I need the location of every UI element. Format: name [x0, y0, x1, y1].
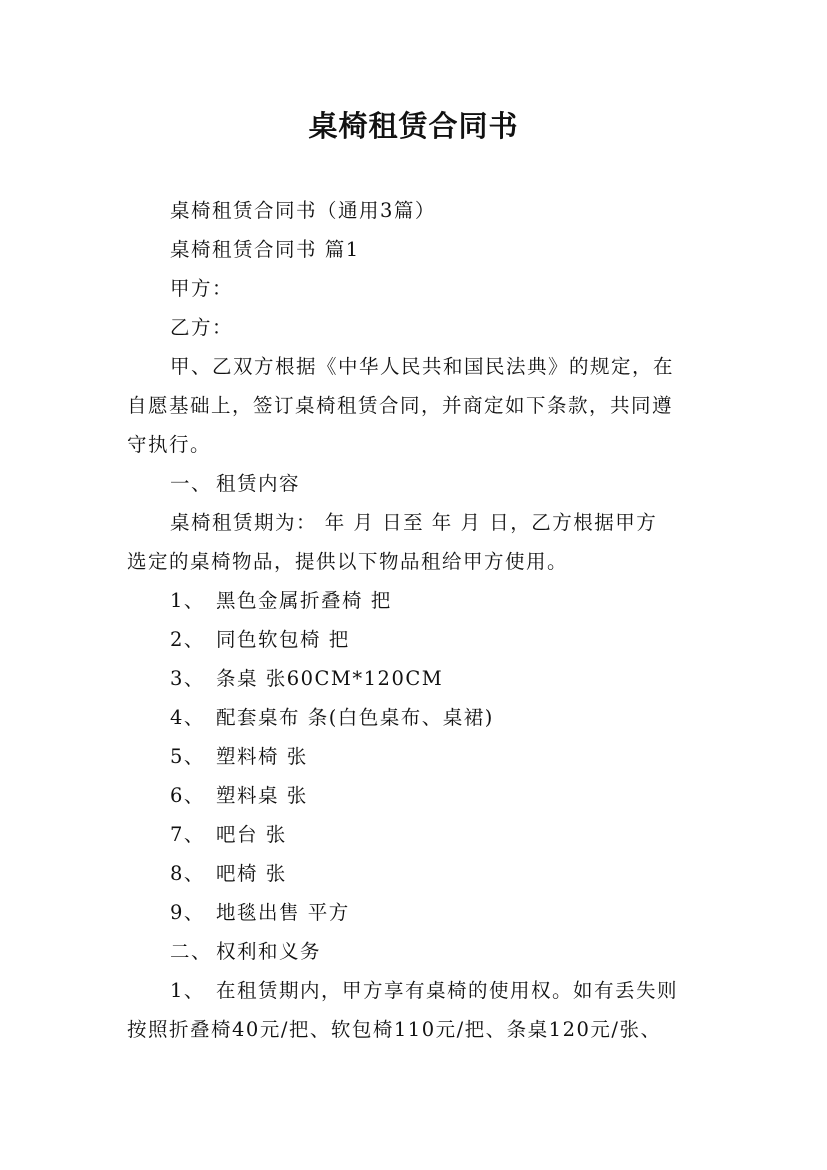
- clause-number: 一、: [170, 472, 213, 495]
- item-text: 条桌 张60CM*120CM: [216, 667, 444, 690]
- item-text: 吧椅 张: [216, 862, 287, 885]
- list-item: [127, 893, 707, 932]
- item-text: 黑色金属折叠椅 把: [216, 589, 392, 612]
- document-body: [127, 191, 707, 1049]
- clause-one-heading: [127, 464, 707, 503]
- subtitle: 桌椅租赁合同书（通用3篇）: [170, 199, 436, 222]
- item-number: 7、: [170, 823, 205, 846]
- period-line: 桌椅租赁期为： 年 月 日至 年 月 日，乙方根据甲方: [170, 511, 658, 534]
- item-text: 塑料桌 张: [216, 784, 308, 807]
- item-text: 地毯出售 平方: [216, 901, 350, 924]
- item-text: 在租赁期内，甲方享有桌椅的使用权。如有丢失则: [216, 979, 679, 1002]
- intro-line: 自愿基础上，签订桌椅租赁合同，并商定如下条款，共同遵: [127, 394, 674, 417]
- clause-title: 权利和义务: [216, 940, 322, 963]
- item-text: 配套桌布 条(白色桌布、桌裙): [216, 706, 494, 729]
- item-text: 吧台 张: [216, 823, 287, 846]
- item-number: 6、: [170, 784, 205, 807]
- list-item: [127, 815, 707, 854]
- item-text: 同色软包椅 把: [216, 628, 350, 651]
- item-text: 塑料椅 张: [216, 745, 308, 768]
- item-number: 4、: [170, 706, 205, 729]
- party-a-label: 甲方：: [170, 277, 234, 300]
- list-item: [127, 854, 707, 893]
- item-number: 1、: [170, 589, 205, 612]
- list-item: [127, 581, 707, 620]
- list-item: [127, 776, 707, 815]
- rights-continuation: 按照折叠椅40元/把、软包椅110元/把、条桌120元/张、: [127, 1018, 662, 1041]
- list-item: [127, 698, 707, 737]
- document-title: 桌椅租赁合同书: [308, 109, 519, 143]
- list-item: [127, 659, 707, 698]
- list-item: [127, 737, 707, 776]
- item-number: 3、: [170, 667, 205, 690]
- period-line: 选定的桌椅物品，提供以下物品租给甲方使用。: [127, 550, 569, 573]
- clause-number: 二、: [170, 940, 213, 963]
- intro-line: 甲、乙双方根据《中华人民共和国民法典》的规定，在: [170, 355, 675, 378]
- item-number: 9、: [170, 901, 205, 924]
- item-number: 1、: [170, 979, 205, 1002]
- item-number: 5、: [170, 745, 205, 768]
- party-b-label: 乙方：: [170, 316, 234, 339]
- item-number: 2、: [170, 628, 205, 651]
- rights-item: [127, 971, 707, 1010]
- clause-two-heading: [127, 932, 707, 971]
- item-number: 8、: [170, 862, 205, 885]
- list-item: [127, 620, 707, 659]
- clause-title: 租赁内容: [216, 472, 301, 495]
- section-heading: 桌椅租赁合同书 篇1: [170, 238, 360, 261]
- intro-line: 守执行。: [127, 433, 212, 456]
